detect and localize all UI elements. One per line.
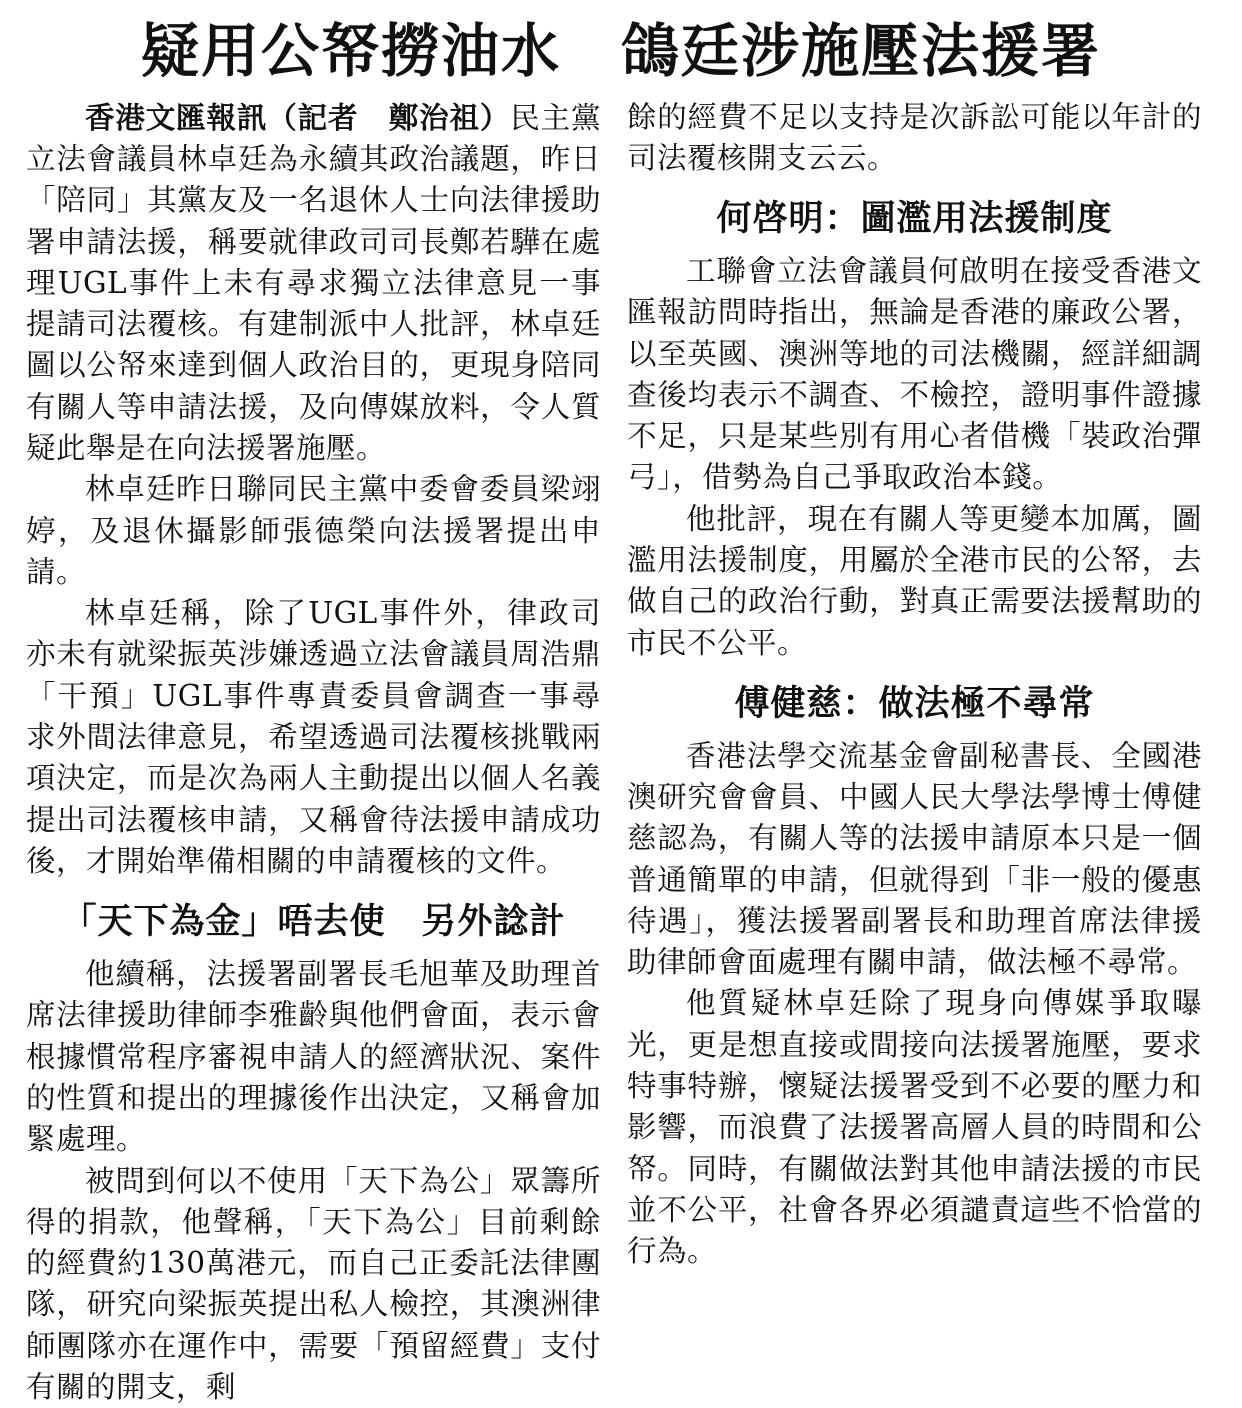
paragraph: 他續稱，法援署副署長毛旭華及助理首席法律援助律師李雅齡與他們會面，表示會根據慣常程序審視申請人的經濟狀況、案件的性質和提出的理據後作出決定，又稱會加緊處理。: [26, 954, 601, 1160]
paragraph: 林卓廷稱，除了UGL事件外，律政司亦未有就梁振英涉嫌透過立法會議員周浩鼎「干預」UGL事件專責委員會調查一事尋求外間法律意見，希望透過司法覆核挑戰兩項決定，而是次為兩人主動提出以個人名義提出司法覆核申請，又稱會待法援申請成功後，才開始準備相關的申請覆核的文件。: [26, 593, 601, 882]
paragraph-continuation: 餘的經費不足以支持是次訴訟可能以年計的司法覆核開支云云。: [627, 97, 1202, 180]
paragraph: 香港法學交流基金會副秘書長、全國港澳研究會會員、中國人民大學法學博士傅健慈認為，有關人等的法援申請原本只是一個普通簡單的申請，但就得到「非一般的優惠待遇」，獲法援署副署長和助理首席法律援助律師會面處理有關申請，做法極不尋常。: [627, 736, 1202, 984]
lead-paragraph-text: 民主黨立法會議員林卓廷為永續其政治議題，昨日「陪同」其黨友及一名退休人士向法律援助署申請法援，稱要就律政司司長鄭若驊在處理UGL事件上未有尋求獨立法律意見一事提請司法覆核。有建制派中人批評，林卓廷圖以公帑來達到個人政治目的，更現身陪同有關人等申請法援，及向傳媒放料，令人質疑此舉是在向法援署施壓。: [26, 101, 601, 465]
paragraph: 他質疑林卓廷除了現身向傳媒爭取曝光，更是想直接或間接向法援署施壓，要求特事特辦，懷疑法援署受到不必要的壓力和影響，而浪費了法援署高層人員的時間和公帑。同時，有關做法對其他申請法援的市民並不公平，社會各界必須譴責這些不恰當的行為。: [627, 983, 1202, 1272]
left-column: [26, 97, 601, 1408]
page-title: 疑用公帑撈油水 鴿廷涉施壓法援署: [26, 20, 1216, 83]
subheading: 何啓明：圖濫用法援制度: [627, 197, 1202, 241]
article-columns: [26, 97, 1216, 1408]
byline: 香港文匯報訊（記者 鄭治祖）: [85, 100, 510, 135]
subheading: 「天下為金」唔去使 另外諗計: [26, 900, 601, 944]
lead-paragraph: [26, 97, 601, 470]
right-column: [627, 97, 1202, 1273]
subheading: 傅健慈：做法極不尋常: [627, 682, 1202, 726]
paragraph: 他批評，現在有關人等更變本加厲，圖濫用法援制度，用屬於全港市民的公帑，去做自己的政治行動，對真正需要法援幫助的市民不公平。: [627, 499, 1202, 664]
paragraph: 被問到何以不使用「天下為公」眾籌所得的捐款，他聲稱，「天下為公」目前剩餘的經費約130萬港元，而自己正委託法律團隊，研究向梁振英提出私人檢控，其澳洲律師團隊亦在運作中，需要「預留經費」支付有關的開支，剩: [26, 1161, 601, 1408]
paragraph: 林卓廷昨日聯同民主黨中委會委員梁翊婷，及退休攝影師張德榮向法援署提出申請。: [26, 469, 601, 593]
paragraph: 工聯會立法會議員何啟明在接受香港文匯報訪問時指出，無論是香港的廉政公署，以至英國、澳洲等地的司法機關，經詳細調查後均表示不調查、不檢控，證明事件證據不足，只是某些別有用心者借機「裝政治彈弓」，借勢為自己爭取政治本錢。: [627, 251, 1202, 499]
